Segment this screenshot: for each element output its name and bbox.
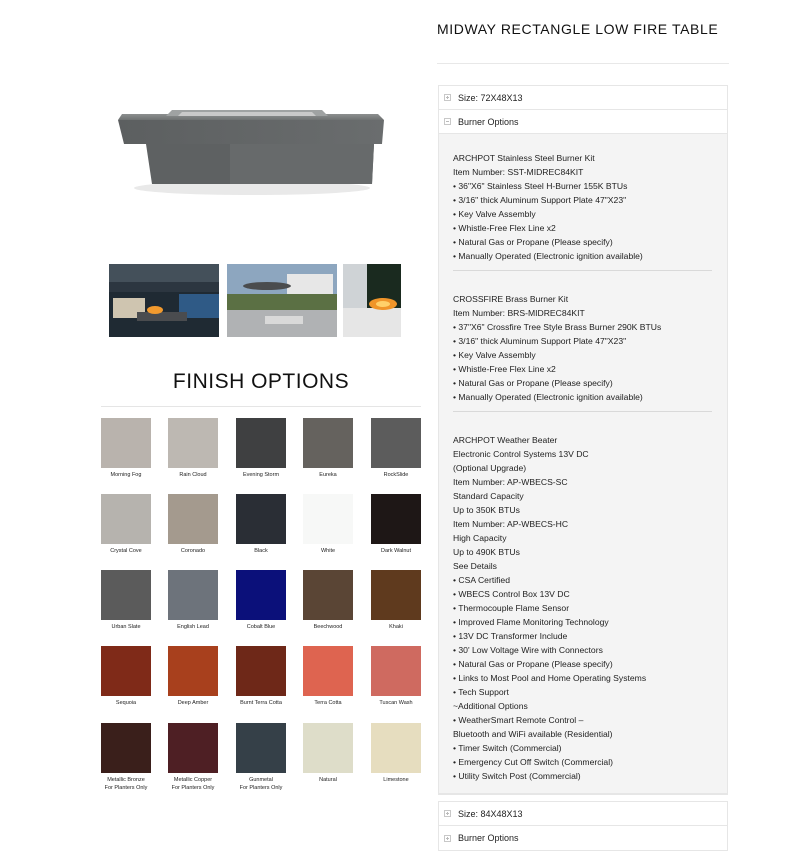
burner-kit-line: • 30' Low Voltage Wire with Connectors (453, 645, 603, 655)
burner-kit-line: Electronic Control Systems 13V DC (453, 449, 589, 459)
burner-kit-title: ARCHPOT Stainless Steel Burner Kit (453, 153, 595, 163)
finish-swatch[interactable] (101, 418, 151, 478)
accordion-label: Burner Options (458, 116, 519, 127)
swatch-color (371, 418, 421, 468)
swatch-label: Crystal Cove (110, 548, 142, 554)
burner-kit-line: Item Number: SST-MIDREC84KIT (453, 167, 584, 177)
swatch-label: Terra Cotta (314, 700, 342, 706)
swatch-label: Eureka (319, 472, 337, 478)
finish-swatch[interactable] (101, 494, 151, 554)
finish-swatch[interactable] (303, 418, 353, 478)
product-accordion-84 (438, 801, 728, 851)
swatch-color (101, 570, 151, 620)
burner-kit-line: High Capacity (453, 533, 507, 543)
burner-kit-line: See Details (453, 561, 497, 571)
swatch-color (371, 723, 421, 773)
burner-kit-line: • Improved Flame Monitoring Technology (453, 617, 609, 627)
swatch-label: Sequoia (115, 700, 137, 706)
burner-kit-line: Item Number: AP-WBECS-HC (453, 519, 569, 529)
burner-kit-line: • 3/16" thick Aluminum Support Plate 47"X23" (453, 195, 627, 205)
swatch-label: Metallic Copper For Planters Only (171, 777, 215, 791)
expand-icon (444, 810, 451, 817)
swatch-color (371, 646, 421, 696)
swatch-color (236, 723, 286, 773)
finish-swatch[interactable] (303, 494, 353, 554)
burner-kit-line: • Manually Operated (Electronic ignition available) (453, 251, 643, 261)
swatch-color (303, 646, 353, 696)
swatch-color (303, 723, 353, 773)
swatch-label: Cobalt Blue (246, 624, 276, 630)
swatch-color (236, 570, 286, 620)
burner-kit-line: • Natural Gas or Propane (Please specify) (453, 378, 613, 388)
swatch-label: Evening Storm (242, 472, 280, 478)
burner-kit-line: Up to 490K BTUs (453, 547, 520, 557)
burner-kit-line: • Emergency Cut Off Switch (Commercial) (453, 757, 613, 767)
finish-swatch[interactable] (303, 723, 353, 783)
swatch-label: White (320, 548, 336, 554)
accordion-label: Size: 84X48X13 (458, 808, 523, 819)
divider (101, 406, 421, 407)
collapse-icon (444, 118, 451, 125)
burner-kit-line: • WeatherSmart Remote Control – (453, 715, 584, 725)
swatch-color (303, 418, 353, 468)
burner-kit-line: Standard Capacity (453, 491, 524, 501)
finish-swatch[interactable] (168, 570, 218, 630)
burner-kit-line: • 3/16" thick Aluminum Support Plate 47"X23" (453, 336, 627, 346)
swatch-label: Burnt Terra Cotta (240, 700, 282, 706)
burner-kit-line: Up to 350K BTUs (453, 505, 520, 515)
burner-kit-title: CROSSFIRE Brass Burner Kit (453, 294, 569, 304)
swatch-label: Deep Amber (177, 700, 209, 706)
swatch-label: Black (254, 548, 268, 554)
finish-swatch[interactable] (168, 646, 218, 706)
burner-kit-line: • CSA Certified (453, 575, 510, 585)
burner-kit-line: • Whistle-Free Flex Line x2 (453, 223, 556, 233)
finish-swatch[interactable] (236, 418, 286, 478)
swatch-label: Metallic Bronze For Planters Only (104, 777, 148, 791)
finish-swatch[interactable] (236, 570, 286, 630)
swatch-label: Coronado (180, 548, 206, 554)
burner-kit-line: • WBECS Control Box 13V DC (453, 589, 570, 599)
burner-kit-line: • Key Valve Assembly (453, 350, 536, 360)
swatch-color (168, 418, 218, 468)
swatch-color (168, 570, 218, 620)
finish-swatch[interactable] (371, 570, 421, 630)
product-accordion-72 (438, 85, 728, 795)
burner-kit-line: Item Number: BRS-MIDREC84KIT (453, 308, 585, 318)
swatch-color (101, 723, 151, 773)
finish-swatch[interactable] (236, 494, 286, 554)
swatch-label: Beechwood (313, 624, 343, 630)
thumbnail-modern-fire[interactable] (343, 264, 401, 337)
finish-swatch[interactable] (303, 570, 353, 630)
finish-swatch[interactable] (236, 646, 286, 706)
swatch-color (371, 570, 421, 620)
finish-swatch[interactable] (371, 418, 421, 478)
swatch-label: Rain Cloud (179, 472, 207, 478)
swatch-label: Dark Walnut (380, 548, 412, 554)
burner-kit-line: • Key Valve Assembly (453, 209, 536, 219)
finish-swatch[interactable] (236, 723, 286, 791)
swatch-color (101, 418, 151, 468)
divider (437, 63, 729, 64)
burner-kit-line: • 36"X6" Stainless Steel H-Burner 155K BTUs (453, 181, 628, 191)
burner-kit-line: • Natural Gas or Propane (Please specify) (453, 659, 613, 669)
burner-kit-line: Bluetooth and WiFi available (Residential) (453, 729, 613, 739)
accordion-burner-options[interactable] (439, 110, 727, 134)
finish-swatch[interactable] (101, 646, 151, 706)
swatch-label: Limestone (383, 777, 409, 783)
thumbnail-backyard-day[interactable] (227, 264, 337, 337)
finish-swatch[interactable] (371, 494, 421, 554)
finish-swatch[interactable] (371, 723, 421, 783)
swatch-label: English Lead (177, 624, 209, 630)
swatch-label: Natural (319, 777, 337, 783)
swatch-color (101, 646, 151, 696)
fire-table-image (112, 100, 392, 200)
swatch-label: Gunmetal For Planters Only (239, 777, 283, 791)
burner-kit-line: • Links to Most Pool and Home Operating Systems (453, 673, 647, 683)
burner-kit-line: • 37"X6" Crossfire Tree Style Brass Burner 290K BTUs (453, 322, 662, 332)
product-title: MIDWAY RECTANGLE LOW FIRE TABLE (437, 21, 719, 37)
swatch-color (168, 646, 218, 696)
swatch-color (101, 494, 151, 544)
swatch-color (236, 646, 286, 696)
finish-swatch[interactable] (168, 723, 218, 791)
finish-swatch[interactable] (168, 418, 218, 478)
swatch-label: Morning Fog (110, 472, 142, 478)
accordion-burner-options[interactable] (439, 826, 727, 850)
burner-kit-line: (Optional Upgrade) (453, 463, 527, 473)
burner-kit-line: • Utility Switch Post (Commercial) (453, 771, 581, 781)
section-divider (453, 270, 712, 271)
finish-swatch[interactable] (168, 494, 218, 554)
burner-kit-line: • Manually Operated (Electronic ignition available) (453, 392, 643, 402)
swatch-color (303, 570, 353, 620)
swatch-color (236, 494, 286, 544)
thumbnail-patio-night[interactable] (109, 264, 219, 337)
swatch-color (303, 494, 353, 544)
swatch-color (236, 418, 286, 468)
burner-kit-line: • Whistle-Free Flex Line x2 (453, 364, 556, 374)
finish-swatch[interactable] (101, 723, 151, 791)
burner-kit-line: ~Additional Options (453, 701, 528, 711)
accordion-size-72[interactable] (439, 86, 727, 110)
swatch-color (168, 723, 218, 773)
swatch-label: Urban Slate (111, 624, 141, 630)
burner-kit-line: • Timer Switch (Commercial) (453, 743, 562, 753)
burner-kit-line: Item Number: AP-WBECS-SC (453, 477, 568, 487)
finish-swatch[interactable] (303, 646, 353, 706)
product-image[interactable] (112, 100, 392, 200)
finish-options-heading: FINISH OPTIONS (172, 370, 350, 393)
burner-kit-line: • Thermocouple Flame Sensor (453, 603, 570, 613)
finish-swatch[interactable] (371, 646, 421, 706)
swatch-label: RockSlide (383, 472, 409, 478)
burner-kit-line: • 13V DC Transformer Include (453, 631, 568, 641)
accordion-label: Burner Options (458, 833, 519, 843)
section-divider (453, 411, 712, 412)
burner-kit-line: • Tech Support (453, 687, 509, 697)
burner-kit-title: ARCHPOT Weather Beater (453, 435, 558, 445)
accordion-size-84[interactable] (439, 802, 727, 826)
accordion-label: Size: 72X48X13 (458, 92, 523, 103)
swatch-label: Khaki (389, 624, 403, 630)
swatch-color (371, 494, 421, 544)
expand-icon (444, 835, 451, 842)
expand-icon (444, 94, 451, 101)
swatch-color (168, 494, 218, 544)
burner-options-panel (439, 134, 727, 794)
finish-swatch[interactable] (101, 570, 151, 630)
burner-kit-line: • Natural Gas or Propane (Please specify) (453, 237, 613, 247)
swatch-label: Tuscan Wash (379, 700, 413, 706)
